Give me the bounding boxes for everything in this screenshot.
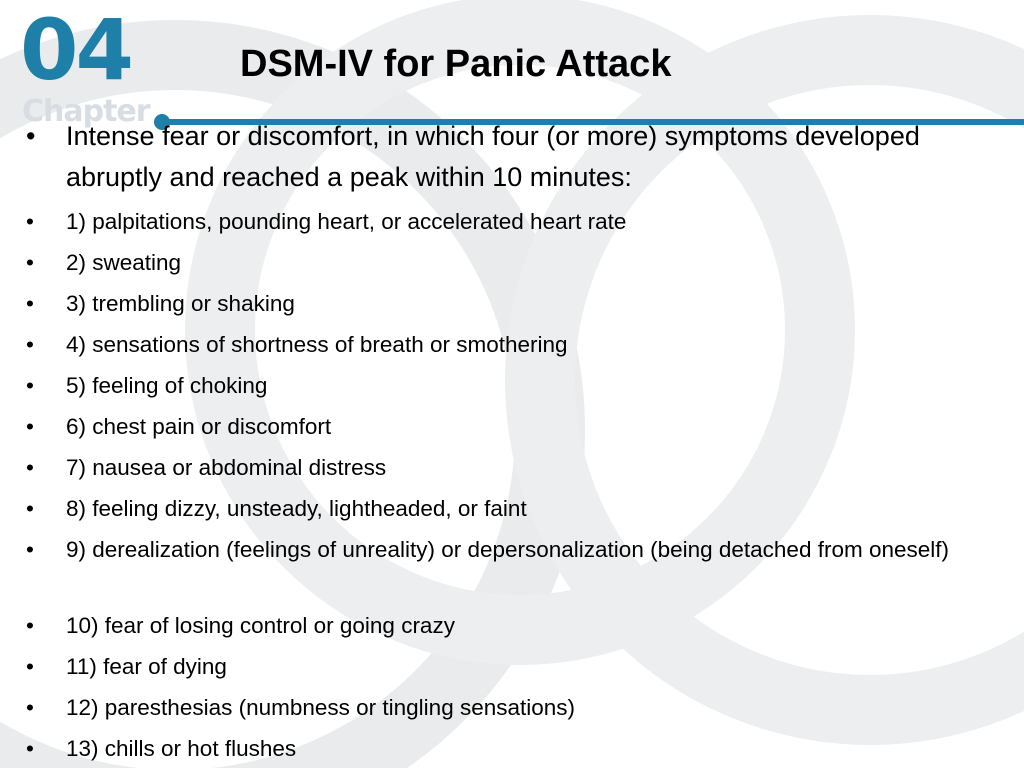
bullet-icon: • [26, 209, 34, 234]
slide-title: DSM-IV for Panic Attack [240, 43, 672, 85]
list-item [26, 609, 966, 642]
list-item [26, 492, 966, 525]
bullet-icon: • [26, 373, 34, 398]
bullet-icon: • [26, 250, 34, 275]
list-item-text: 8) feeling dizzy, unsteady, lightheaded, or faint [66, 496, 527, 521]
bullet-icon: • [26, 496, 34, 521]
list-item [26, 451, 966, 484]
bullet-icon: • [26, 613, 34, 638]
list-item [26, 205, 966, 238]
list-item [26, 732, 966, 765]
bullet-icon: • [26, 654, 34, 679]
list-item-text: 4) sensations of shortness of breath or smothering [66, 332, 568, 357]
chapter-label: Chapter [22, 94, 150, 129]
bullet-icon: • [26, 332, 34, 357]
list-item-text: 10) fear of losing control or going crazy [66, 613, 455, 638]
list-item [26, 287, 966, 320]
list-item-text: 2) sweating [66, 250, 182, 275]
list-item [26, 369, 966, 402]
list-item [26, 410, 966, 443]
bullet-icon: • [26, 695, 34, 720]
list-item-text: 5) feeling of choking [66, 373, 268, 398]
list-item-text: 7) nausea or abdominal distress [66, 455, 387, 480]
list-item-text: 6) chest pain or discomfort [66, 414, 332, 439]
bullet-icon: • [26, 414, 34, 439]
chapter-number: 04 [20, 1, 131, 99]
list-item-text: 3) trembling or shaking [66, 291, 295, 316]
list-item-text: 12) paresthesias (numbness or tingling sensations) [66, 695, 576, 720]
list-item [26, 533, 966, 566]
list-item [26, 246, 966, 279]
bullet-icon: • [26, 537, 34, 562]
list-item-text: 13) chills or hot flushes [66, 736, 297, 761]
list-item [26, 328, 966, 361]
bullet-icon: • [26, 291, 34, 316]
bullet-icon: • [26, 121, 36, 151]
list-item-text: 11) fear of dying [66, 654, 227, 679]
list-item [26, 116, 966, 198]
list-item [26, 650, 966, 683]
list-item-text: 1) palpitations, pounding heart, or accelerated heart rate [66, 209, 627, 234]
bullet-icon: • [26, 736, 34, 761]
list-item [26, 691, 966, 724]
list-item-text: Intense fear or discomfort, in which four (or more) symptoms developed abruptly and reached a peak within 10 minutes: [66, 121, 920, 192]
bullet-icon: • [26, 455, 34, 480]
list-item-text: 9) derealization (feelings of unreality) or depersonalization (being detached from oneself) [66, 537, 950, 562]
